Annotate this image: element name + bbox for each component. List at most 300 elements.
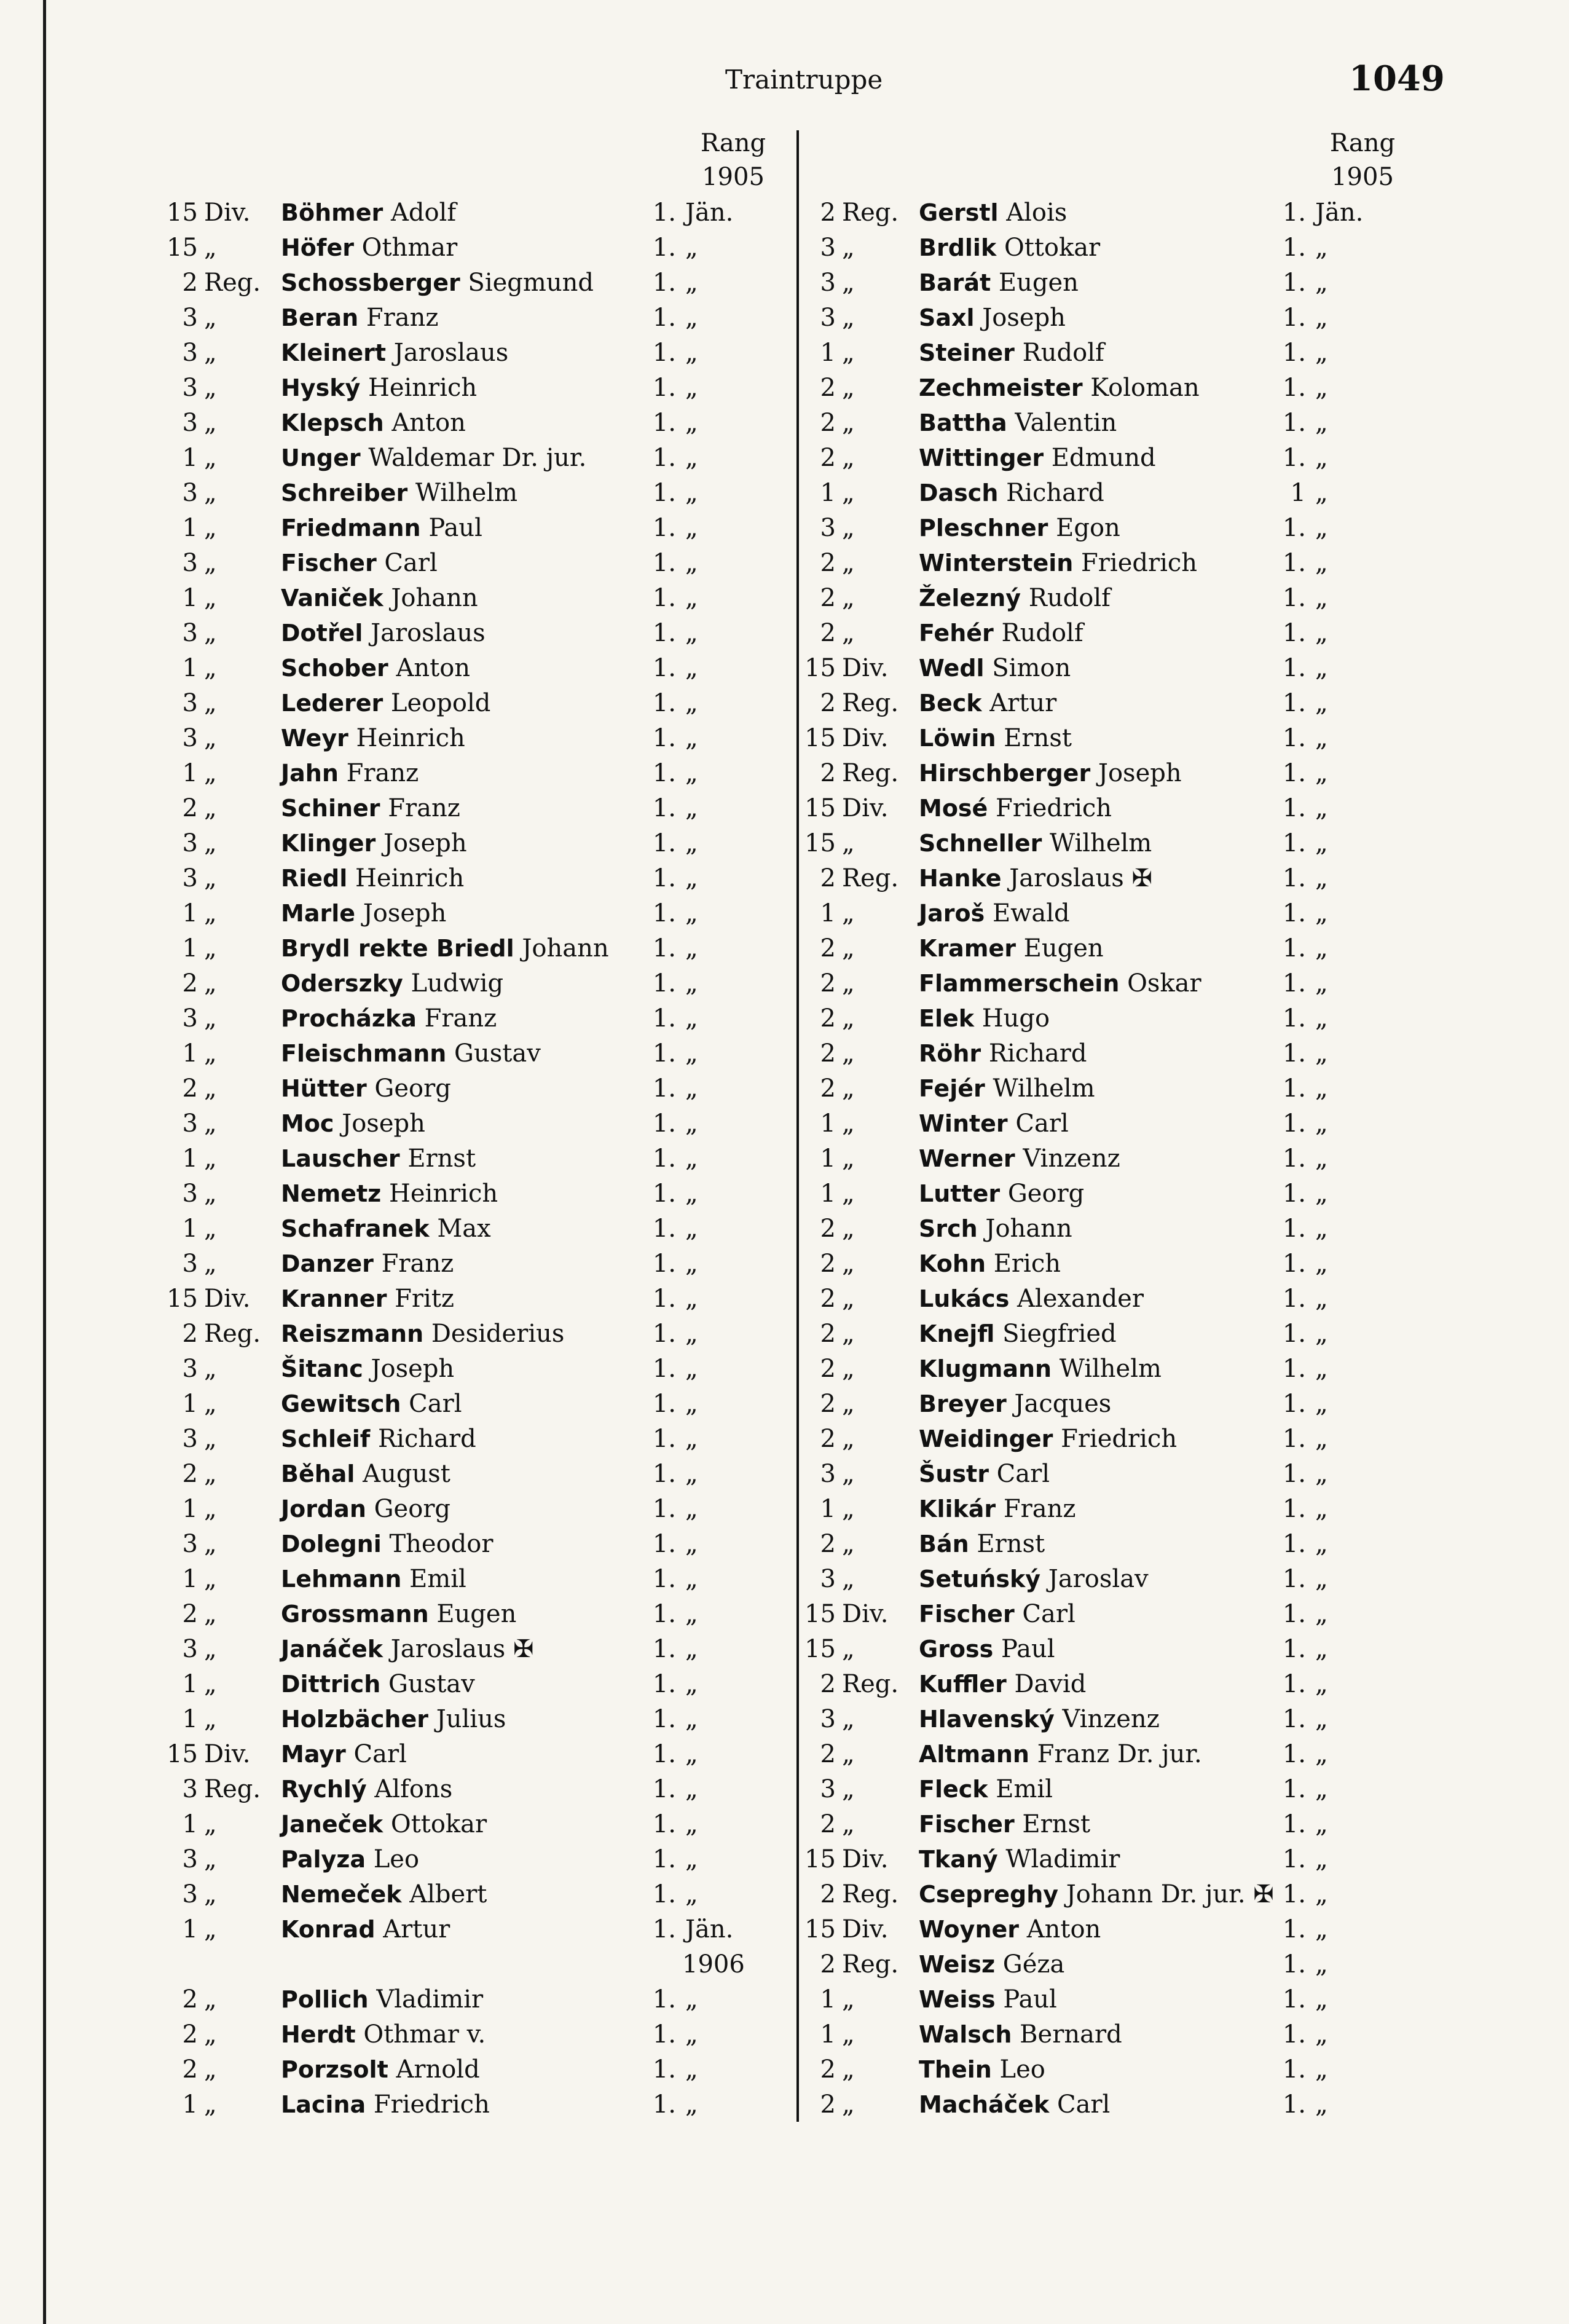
entry-rank-day: 1.: [652, 759, 676, 787]
entry-name: [919, 1737, 1202, 1772]
entry-division-number: 3: [182, 549, 198, 577]
right-list-item: [0, 686, 1569, 721]
entry-rank-month: „: [1315, 374, 1328, 402]
entry-rank-day: 1.: [1282, 724, 1306, 752]
entry-given-name: Heinrich: [347, 864, 465, 892]
entry-unit: „: [842, 1740, 855, 1768]
entry-rank-month: „: [1315, 1250, 1328, 1278]
entry-given-name: Johann: [977, 1215, 1072, 1243]
entry-rank-day: 1.: [1282, 1670, 1306, 1698]
entry-division-number: 1: [182, 584, 198, 612]
entry-division-number: 2: [182, 794, 198, 822]
entry-given-name: Johann: [383, 584, 478, 612]
entry-rank-month: „: [1315, 234, 1328, 262]
entry-rank-month: „: [1315, 269, 1328, 297]
entry-rank-month: „: [1315, 514, 1328, 542]
entry-division-number: 15: [167, 1740, 198, 1768]
entry-given-name: Wilhelm: [407, 479, 518, 507]
entry-rank-day: 1.: [1282, 1950, 1306, 1979]
entry-unit: Div.: [842, 1845, 889, 1873]
entry-unit: „: [842, 1705, 855, 1733]
entry-surname: Schneller: [919, 830, 1042, 857]
entry-division-number: 2: [820, 584, 836, 612]
entry-rank-day: 1.: [1282, 1039, 1306, 1068]
entry-rank-month: „: [685, 759, 698, 787]
left-year-separator: 1906: [682, 1950, 745, 1979]
entry-given-name: Egon: [1048, 514, 1120, 542]
entry-rank-day: 1.: [652, 269, 676, 297]
entry-unit: „: [842, 1530, 855, 1558]
entry-surname: Srch: [919, 1215, 978, 1242]
entry-unit: „: [204, 2090, 217, 2119]
entry-name: [919, 2017, 1122, 2052]
entry-surname: Konrad: [281, 1916, 376, 1943]
entry-given-name: Theodor: [381, 1530, 494, 1558]
entry-given-name: Franz: [416, 1004, 497, 1033]
entry-unit: „: [842, 514, 855, 542]
entry-division-number: 3: [182, 1004, 198, 1033]
entry-given-name: Franz Dr. jur.: [1029, 1740, 1202, 1768]
entry-division-number: 3: [182, 689, 198, 717]
entry-rank-day: 1.: [1282, 1425, 1306, 1453]
entry-rank-day: 1.: [1282, 549, 1306, 577]
entry-given-name: Friedrich: [988, 794, 1112, 822]
entry-rank-month: „: [685, 584, 698, 612]
entry-given-name: Ottokar: [996, 234, 1101, 262]
entry-rank-month: „: [685, 339, 698, 367]
entry-division-number: 2: [182, 269, 198, 297]
entry-given-name: Jaroslav: [1040, 1565, 1149, 1593]
entry-division-number: 1: [820, 1495, 836, 1523]
entry-surname: Herdt: [281, 2021, 356, 2048]
entry-rank-day: 1.: [652, 1390, 676, 1418]
entry-unit: „: [204, 409, 217, 437]
entry-given-name: Leo: [991, 2055, 1045, 2084]
right-list-item: [0, 406, 1569, 441]
entry-division-number: 2: [820, 1320, 836, 1348]
entry-surname: Röhr: [919, 1040, 981, 1067]
entry-name: [919, 1562, 1149, 1597]
entry-division-number: 3: [182, 479, 198, 507]
entry-given-name: Joseph: [1090, 759, 1182, 787]
entry-rank-month: „: [1315, 409, 1328, 437]
entry-division-number: 2: [820, 1285, 836, 1313]
right-list-item: [0, 1737, 1569, 1772]
entry-name: [919, 791, 1112, 826]
entry-rank-month: „: [685, 1285, 698, 1313]
entry-unit: „: [204, 1845, 217, 1873]
entry-unit: „: [842, 1460, 855, 1488]
entry-rank-month: „: [1315, 864, 1328, 892]
entry-rank-month: „: [1315, 1039, 1328, 1068]
entry-unit: „: [204, 1215, 217, 1243]
entry-given-name: Wilhelm: [985, 1074, 1095, 1103]
entry-rank-day: 1.: [1282, 339, 1306, 367]
entry-surname: Weisz: [919, 1951, 996, 1978]
entry-surname: Kuffler: [919, 1671, 1007, 1698]
entry-rank-day: 1.: [1282, 1740, 1306, 1768]
entry-given-name: Jaroslaus: [363, 619, 486, 647]
entry-surname: Wittinger: [919, 444, 1044, 471]
entry-rank-day: 1.: [1282, 654, 1306, 682]
entry-rank-month: „: [685, 234, 698, 262]
entry-division-number: 2: [820, 759, 836, 787]
entry-division-number: 2: [182, 2055, 198, 2084]
entry-given-name: Jaroslaus ✠: [383, 1635, 534, 1663]
entry-surname: Elek: [919, 1005, 975, 1032]
entry-unit: Reg.: [842, 689, 899, 717]
entry-rank-day: 1.: [1282, 199, 1306, 227]
entry-division-number: 2: [820, 1950, 836, 1979]
entry-unit: Reg.: [204, 1775, 261, 1803]
entry-division-number: 3: [820, 269, 836, 297]
entry-rank-day: 1.: [652, 1775, 676, 1803]
entry-rank-day: 1.: [1282, 1565, 1306, 1593]
entry-surname: Macháček: [919, 2091, 1050, 2118]
entry-name: [919, 686, 1056, 721]
right-list-item: [0, 1702, 1569, 1737]
entry-surname: Brdlik: [919, 234, 997, 261]
entry-given-name: Gustav: [446, 1039, 541, 1068]
entry-rank-day: 1.: [652, 444, 676, 472]
entry-rank-month: „: [1315, 549, 1328, 577]
entry-division-number: 2: [182, 1600, 198, 1628]
entry-rank-month: „: [685, 689, 698, 717]
entry-rank-day: 1.: [652, 1845, 676, 1873]
entry-rank-month: „: [1315, 1144, 1328, 1173]
entry-unit: „: [204, 1600, 217, 1628]
entry-rank-month: „: [1315, 444, 1328, 472]
entry-given-name: Franz: [358, 304, 439, 332]
entry-rank-month: „: [685, 1004, 698, 1033]
entry-rank-month: „: [1315, 1600, 1328, 1628]
entry-given-name: Erich: [986, 1250, 1061, 1278]
entry-surname: Železný: [919, 585, 1021, 612]
entry-name: [919, 1247, 1061, 1282]
entry-division-number: 3: [820, 1565, 836, 1593]
entry-name: [919, 651, 1071, 686]
entry-rank-day: 1.: [1282, 1705, 1306, 1733]
entry-name: [919, 546, 1197, 581]
entry-given-name: Richard: [370, 1425, 476, 1453]
entry-unit: „: [204, 1109, 217, 1138]
entry-surname: Reiszmann: [281, 1320, 424, 1347]
entry-unit: „: [842, 1355, 855, 1383]
entry-rank-day: 1.: [652, 899, 676, 928]
right-list-item: [0, 230, 1569, 266]
entry-division-number: 2: [820, 1530, 836, 1558]
entry-unit: „: [842, 584, 855, 612]
entry-rank-month: „: [1315, 1740, 1328, 1768]
entry-rank-month: „: [1315, 689, 1328, 717]
entry-surname: Breyer: [919, 1390, 1007, 1417]
entry-name: [919, 230, 1100, 266]
entry-given-name: Paul: [420, 514, 482, 542]
entry-rank-month: „: [1315, 1074, 1328, 1103]
entry-division-number: 2: [820, 1215, 836, 1243]
entry-surname: Holzbächer: [281, 1706, 428, 1733]
entry-surname: Zechmeister: [919, 374, 1083, 401]
entry-unit: „: [842, 304, 855, 332]
entry-division-number: 3: [182, 374, 198, 402]
entry-rank-day: 1.: [652, 829, 676, 857]
entry-division-number: 2: [820, 934, 836, 963]
page-number: 1049: [1349, 58, 1445, 99]
entry-rank-month: „: [685, 374, 698, 402]
entry-given-name: Franz: [338, 759, 419, 787]
entry-unit: „: [204, 339, 217, 367]
right-list-item: [0, 546, 1569, 581]
entry-unit: Div.: [842, 1600, 889, 1628]
entry-name: [919, 1071, 1095, 1106]
right-list-item: [0, 616, 1569, 651]
right-list-item: [0, 195, 1569, 230]
entry-surname: Běhal: [281, 1460, 355, 1487]
entry-surname: Mosé: [919, 795, 988, 822]
right-list-item: [0, 1422, 1569, 1457]
entry-unit: „: [204, 1250, 217, 1278]
entry-unit: „: [204, 1810, 217, 1838]
right-rang-year: 1905: [1331, 163, 1394, 191]
entry-surname: Hyský: [281, 374, 361, 401]
entry-rank-month: „: [685, 1460, 698, 1488]
entry-surname: Hlavenský: [919, 1706, 1055, 1733]
entry-surname: Porzsolt: [281, 2056, 388, 2083]
entry-division-number: 2: [820, 1880, 836, 1908]
entry-division-number: 2: [820, 1250, 836, 1278]
entry-unit: „: [204, 479, 217, 507]
entry-rank-day: 1.: [1282, 759, 1306, 787]
entry-unit: Reg.: [842, 759, 899, 787]
entry-name: [919, 1912, 1101, 1947]
entry-given-name: Alfons: [366, 1775, 453, 1803]
entry-division-number: 2: [820, 199, 836, 227]
entry-surname: Friedmann: [281, 514, 421, 542]
entry-rank-month: „: [685, 1144, 698, 1173]
entry-rank-day: 1.: [1282, 2020, 1306, 2049]
entry-division-number: 3: [182, 1180, 198, 1208]
entry-surname: Thein: [919, 2056, 992, 2083]
entry-name: [919, 1982, 1057, 2017]
entry-surname: Palyza: [281, 1846, 366, 1873]
entry-division-number: 1: [820, 479, 836, 507]
entry-rank-month: „: [1315, 1565, 1328, 1593]
right-rang-label: Rang: [1329, 129, 1396, 157]
entry-rank-day: 1.: [1282, 1845, 1306, 1873]
entry-rank-month: „: [685, 619, 698, 647]
entry-unit: „: [842, 1495, 855, 1523]
entry-surname: Wedl: [919, 655, 985, 682]
entry-unit: „: [842, 1985, 855, 2014]
entry-unit: „: [204, 304, 217, 332]
entry-surname: Moc: [281, 1110, 334, 1137]
entry-division-number: 2: [820, 689, 836, 717]
entry-name: [919, 1282, 1144, 1317]
entry-name: [919, 826, 1152, 861]
entry-surname: Pollich: [281, 1986, 369, 2013]
entry-given-name: Alois: [998, 199, 1068, 227]
right-list-item: [0, 1632, 1569, 1667]
entry-unit: Div.: [204, 199, 251, 227]
entry-division-number: 1: [182, 654, 198, 682]
entry-surname: Unger: [281, 444, 361, 471]
right-list-item: [0, 1352, 1569, 1387]
entry-division-number: 1: [182, 1810, 198, 1838]
entry-given-name: Ernst: [969, 1530, 1045, 1558]
entry-given-name: Carl: [376, 549, 438, 577]
entry-rank-month: „: [1315, 829, 1328, 857]
entry-unit: „: [204, 864, 217, 892]
entry-rank-day: 1.: [1282, 1215, 1306, 1243]
entry-rank-day: 1.: [1282, 1880, 1306, 1908]
right-list-item: [0, 1387, 1569, 1422]
entry-division-number: 15: [804, 1845, 836, 1873]
entry-name: [919, 1036, 1087, 1071]
entry-unit: Div.: [842, 654, 889, 682]
entry-rank-month: Jän.: [1315, 199, 1364, 227]
entry-unit: „: [204, 1425, 217, 1453]
entry-division-number: 1: [182, 1215, 198, 1243]
entry-name: [919, 581, 1111, 616]
entry-unit: „: [842, 1810, 855, 1838]
entry-rank-month: „: [1315, 969, 1328, 998]
entry-surname: Fehér: [919, 620, 994, 647]
entry-rank-month: „: [685, 444, 698, 472]
entry-rank-day: 1.: [652, 584, 676, 612]
entry-rank-month: „: [685, 1425, 698, 1453]
entry-rank-month: „: [1315, 1845, 1328, 1873]
right-list-item: [0, 756, 1569, 791]
entry-rank-day: 1.: [1282, 1635, 1306, 1663]
entry-surname: Kramer: [919, 935, 1016, 962]
entry-unit: „: [842, 934, 855, 963]
entry-rank-month: „: [685, 829, 698, 857]
right-list-item: [0, 896, 1569, 931]
entry-rank-month: „: [1315, 724, 1328, 752]
entry-unit: „: [842, 374, 855, 402]
entry-rank-day: 1.: [652, 1039, 676, 1068]
entry-surname: Marle: [281, 900, 355, 927]
entry-rank-month: „: [1315, 1004, 1328, 1033]
entry-unit: „: [204, 1144, 217, 1173]
entry-division-number: 2: [182, 1985, 198, 2014]
entry-given-name: Eugen: [1015, 934, 1104, 963]
entry-surname: Fischer: [919, 1811, 1015, 1838]
entry-rank-month: „: [685, 1250, 698, 1278]
entry-division-number: 2: [820, 1004, 836, 1033]
entry-given-name: Paul: [993, 1635, 1055, 1663]
entry-given-name: Rudolf: [993, 619, 1083, 647]
entry-rank-day: 1.: [652, 1985, 676, 2014]
entry-rank-day: 1.: [652, 374, 676, 402]
entry-rank-month: „: [1315, 1915, 1328, 1944]
entry-rank-month: „: [685, 2055, 698, 2084]
right-list-item: [0, 1947, 1569, 1982]
entry-given-name: Ernst: [996, 724, 1072, 752]
left-rang-year: 1905: [702, 163, 765, 191]
entry-unit: „: [842, 1074, 855, 1103]
entry-division-number: 15: [167, 234, 198, 262]
entry-unit: „: [842, 969, 855, 998]
entry-unit: „: [842, 1320, 855, 1348]
entry-given-name: Anton: [1019, 1915, 1101, 1944]
entry-unit: „: [204, 2055, 217, 2084]
entry-unit: „: [842, 1180, 855, 1208]
entry-given-name: Joseph: [974, 304, 1066, 332]
entry-name: [919, 336, 1104, 371]
entry-rank-day: 1.: [652, 479, 676, 507]
entry-rank-month: „: [1315, 1390, 1328, 1418]
entry-division-number: 3: [820, 1705, 836, 1733]
entry-unit: Div.: [842, 1915, 889, 1944]
entry-rank-month: „: [685, 1635, 698, 1663]
entry-surname: Hütter: [281, 1075, 367, 1102]
entry-given-name: Eugen: [428, 1600, 517, 1628]
entry-unit: „: [204, 1355, 217, 1383]
entry-given-name: Franz: [380, 794, 460, 822]
entry-rank-day: 1.: [652, 1740, 676, 1768]
right-list-item: [0, 581, 1569, 616]
entry-given-name: Georg: [1000, 1180, 1085, 1208]
entry-surname: Lutter: [919, 1180, 1001, 1207]
entry-name: [919, 371, 1200, 406]
entry-surname: Vaniček: [281, 585, 383, 612]
right-list-item: [0, 1807, 1569, 1842]
entry-unit: „: [204, 934, 217, 963]
entry-rank-day: 1.: [1282, 934, 1306, 963]
page-title: Traintruppe: [725, 65, 883, 95]
entry-surname: Fischer: [281, 549, 377, 577]
entry-rank-month: „: [685, 269, 698, 297]
entry-division-number: 3: [182, 1355, 198, 1383]
entry-unit: „: [842, 444, 855, 472]
entry-rank-month: „: [685, 654, 698, 682]
entry-rank-day: 1.: [1282, 2055, 1306, 2084]
entry-unit: „: [204, 654, 217, 682]
entry-unit: „: [204, 724, 217, 752]
entry-unit: „: [204, 1565, 217, 1593]
right-list-item: [0, 1877, 1569, 1912]
right-list-item: [0, 1842, 1569, 1877]
entry-rank-month: „: [685, 1985, 698, 2014]
entry-surname: Fischer: [919, 1601, 1015, 1628]
entry-rank-day: 1.: [652, 1460, 676, 1488]
entry-rank-day: 1.: [652, 1004, 676, 1033]
entry-name: [919, 756, 1182, 791]
entry-surname: Werner: [919, 1145, 1015, 1172]
entry-rank-day: 1.: [1282, 1109, 1306, 1138]
entry-surname: Nemetz: [281, 1180, 382, 1207]
entry-surname: Jaroš: [919, 900, 985, 927]
entry-given-name: Eugen: [991, 269, 1079, 297]
entry-division-number: 1: [182, 899, 198, 928]
entry-name: [919, 1877, 1274, 1912]
entry-surname: Rychlý: [281, 1776, 367, 1803]
entry-name: [919, 1492, 1075, 1527]
entry-given-name: Wilhelm: [1042, 829, 1152, 857]
entry-division-number: 2: [820, 969, 836, 998]
entry-given-name: Carl: [988, 1460, 1050, 1488]
right-list-item: [0, 1492, 1569, 1527]
entry-rank-day: 1.: [652, 2055, 676, 2084]
entry-name: [919, 1632, 1055, 1667]
entry-rank-day: 1.: [652, 1635, 676, 1663]
entry-unit: „: [204, 1530, 217, 1558]
entry-name: [919, 616, 1083, 651]
entry-given-name: Jaroslaus ✠: [1001, 864, 1153, 892]
entry-division-number: 2: [820, 1074, 836, 1103]
entry-surname: Janeček: [281, 1811, 383, 1838]
